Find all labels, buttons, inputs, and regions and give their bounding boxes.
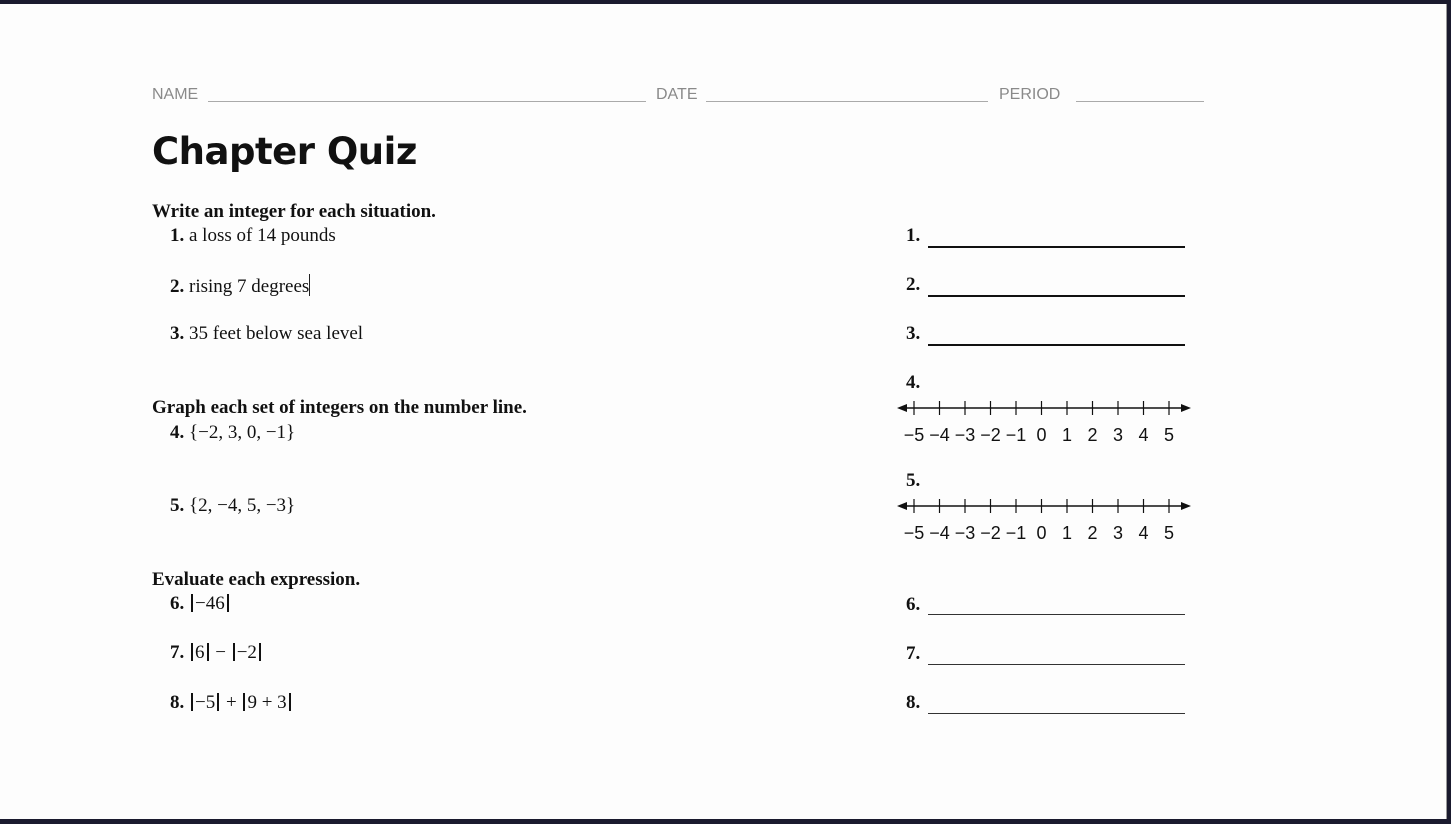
question-number: 1.	[170, 225, 185, 246]
question-number: 8.	[170, 692, 185, 713]
section-heading-evaluate: Evaluate each expression.	[152, 569, 361, 590]
tick-label: 1	[1061, 425, 1073, 445]
question-1	[170, 225, 336, 247]
answer-label-6: 6.	[906, 594, 921, 615]
left-arrow-icon	[897, 502, 907, 510]
question-number: 2.	[170, 276, 185, 297]
question-number: 5.	[170, 495, 185, 516]
tick-label: −4	[929, 425, 950, 445]
question-number: 7.	[170, 642, 185, 663]
abs-bar	[191, 643, 193, 661]
tick-label: 0	[1036, 523, 1047, 543]
absolute-value-expression	[231, 642, 263, 663]
question-number: 4.	[170, 422, 185, 443]
question-5	[170, 495, 295, 517]
operator: +	[225, 692, 237, 713]
tick-label: 3	[1112, 425, 1124, 445]
abs-content: −46	[195, 593, 225, 614]
tick-label: −1	[1005, 523, 1027, 543]
right-arrow-icon	[1181, 502, 1191, 510]
period-field[interactable]	[1076, 101, 1204, 102]
date-label: DATE	[656, 86, 698, 103]
abs-bar	[207, 643, 209, 661]
question-3	[170, 323, 363, 345]
abs-bar	[227, 594, 229, 612]
abs-bar	[259, 643, 261, 661]
tick-label: −3	[954, 425, 976, 445]
question-7	[170, 642, 263, 664]
answer-label-2: 2.	[906, 274, 921, 295]
name-label: NAME	[152, 86, 199, 103]
question-8	[170, 692, 293, 714]
page-title: Chapter Quiz	[152, 130, 417, 173]
tick-label: −5	[903, 523, 925, 543]
abs-bar	[217, 693, 219, 711]
abs-bar	[191, 594, 193, 612]
question-6	[170, 593, 231, 615]
number-line-svg	[895, 394, 1207, 448]
tick-label: −1	[1005, 425, 1027, 445]
tick-label: −2	[980, 523, 1001, 543]
abs-content: 9 + 3	[247, 692, 287, 713]
abs-bar	[233, 643, 235, 661]
answer-blank-3[interactable]	[928, 344, 1185, 346]
abs-bar	[191, 693, 193, 711]
question-text: {−2, 3, 0, −1}	[189, 422, 296, 443]
answer-label-5: 5.	[906, 470, 921, 491]
number-line-5[interactable]	[895, 492, 1207, 551]
question-text: a loss of 14 pounds	[189, 225, 336, 246]
question-number: 3.	[170, 323, 185, 344]
absolute-value-expression	[189, 642, 211, 663]
tick-label: 4	[1138, 523, 1149, 543]
tick-label: 4	[1138, 425, 1149, 445]
answer-blank-8[interactable]	[928, 713, 1185, 714]
absolute-value-expression	[241, 692, 292, 713]
tick-label: −2	[980, 425, 1001, 445]
tick-label: 2	[1087, 425, 1098, 445]
tick-label: −5	[903, 425, 925, 445]
tick-label: 1	[1061, 523, 1073, 543]
answer-blank-1[interactable]	[928, 246, 1185, 248]
question-4	[170, 422, 295, 444]
section-heading-situations: Write an integer for each situation.	[152, 201, 436, 222]
question-text: 35 feet below sea level	[189, 323, 364, 344]
left-arrow-icon	[897, 404, 907, 412]
abs-bar	[289, 693, 291, 711]
abs-content: 6	[195, 642, 205, 663]
abs-content: −2	[236, 642, 257, 663]
tick-label: 5	[1163, 425, 1175, 445]
tick-label: −4	[929, 523, 950, 543]
period-label: PERIOD	[999, 86, 1061, 103]
answer-blank-7[interactable]	[928, 664, 1185, 665]
answer-blank-6[interactable]	[928, 614, 1185, 615]
section-heading-graph: Graph each set of integers on the number line.	[152, 397, 527, 418]
absolute-value-expression	[189, 593, 231, 614]
abs-bar	[243, 693, 245, 711]
answer-label-8: 8.	[906, 692, 921, 713]
answer-label-7: 7.	[906, 643, 921, 664]
number-line-4[interactable]	[895, 394, 1207, 453]
tick-label: 5	[1163, 523, 1175, 543]
abs-content: −5	[195, 692, 216, 713]
answer-label-3: 3.	[906, 323, 921, 344]
tick-label: 0	[1036, 425, 1047, 445]
operator: −	[215, 642, 226, 663]
question-text: rising 7 degrees	[189, 276, 310, 297]
answer-label-4: 4.	[906, 372, 921, 393]
tick-label: 2	[1087, 523, 1098, 543]
tick-label: 3	[1112, 523, 1124, 543]
number-line-svg	[895, 492, 1207, 546]
question-text: {2, −4, 5, −3}	[189, 495, 296, 516]
right-arrow-icon	[1181, 404, 1191, 412]
quiz-page	[0, 4, 1447, 819]
answer-label-1: 1.	[906, 225, 921, 246]
question-number: 6.	[170, 593, 185, 614]
tick-label: −3	[954, 523, 976, 543]
absolute-value-expression	[189, 692, 221, 713]
question-2	[170, 274, 310, 298]
answer-blank-2[interactable]	[928, 295, 1185, 297]
name-field[interactable]	[208, 101, 646, 102]
text-cursor	[309, 274, 310, 296]
date-field[interactable]	[706, 101, 988, 102]
